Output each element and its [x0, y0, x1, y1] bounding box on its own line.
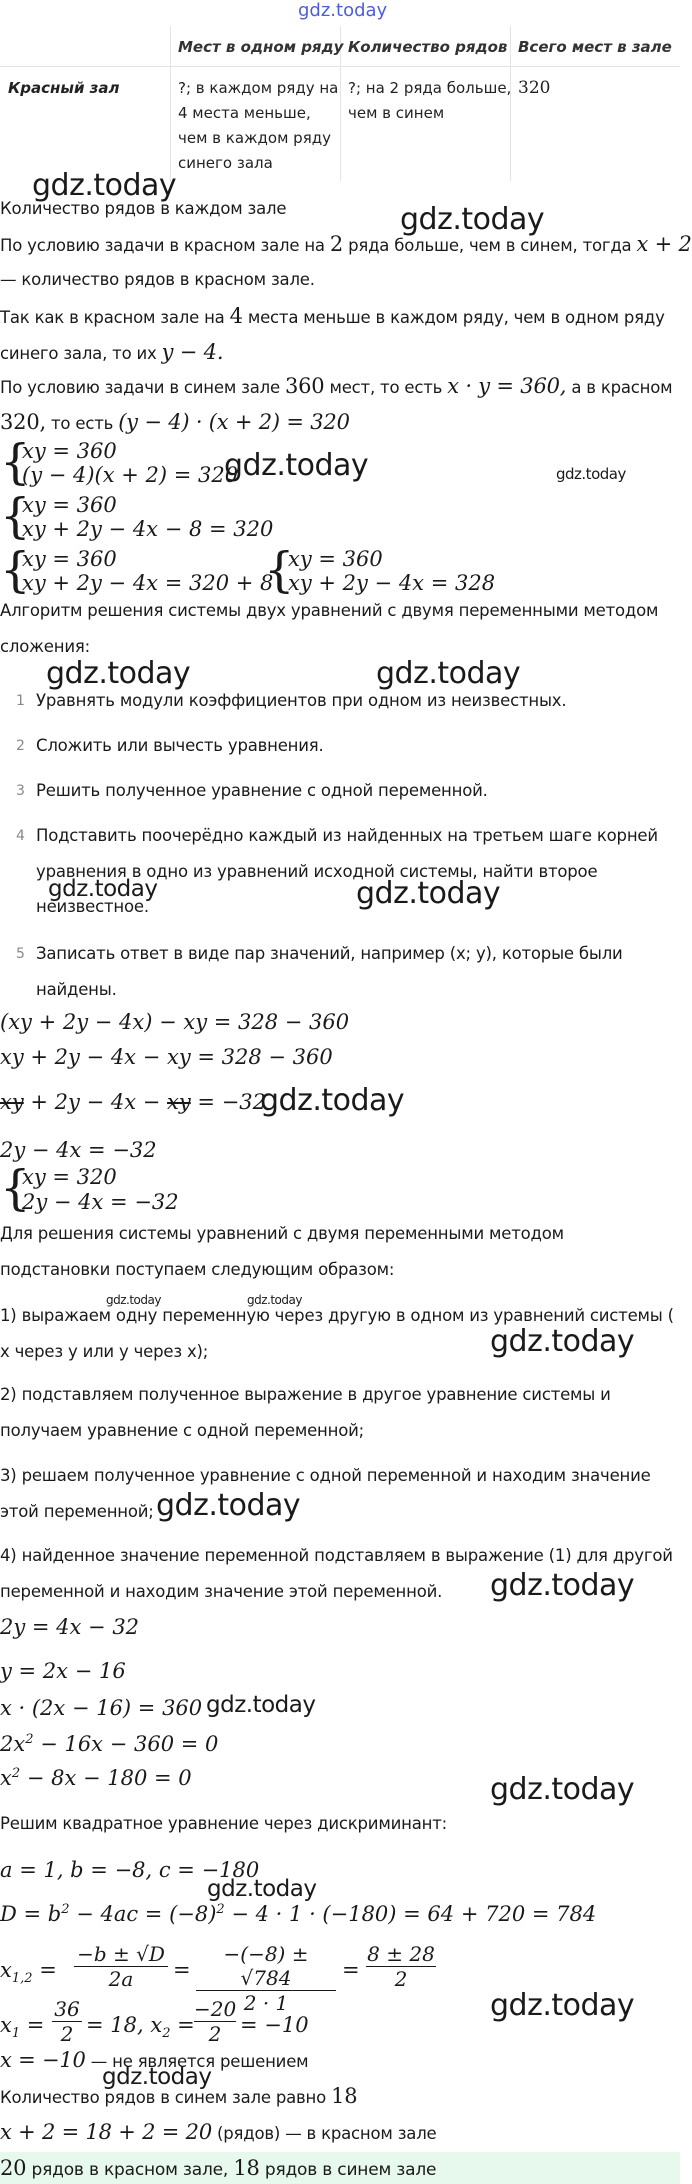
fraction: $\frac{36}{2}$	[52, 1997, 82, 2046]
paragraph: Решим квадратное уравнение через дискриминант:	[0, 1814, 447, 1833]
system-brace: {	[0, 1160, 31, 1216]
paragraph: x = −10 — не является решением	[0, 2048, 309, 2072]
equation: (y − 4)(x + 2) = 320	[22, 463, 239, 487]
watermark: gdz.today	[490, 1324, 635, 1359]
equation: x · (2x − 16) = 360	[0, 1696, 203, 1720]
equation: = 18, $x_2$ =	[86, 2013, 195, 2042]
watermark: gdz.today	[490, 1772, 635, 1807]
list-number: 4	[16, 828, 25, 844]
paragraph: По условию задачи в красном зале на 2 ряда больше, чем в синем, тогда x + 2	[0, 232, 692, 256]
paragraph: Алгоритм решения системы двух уравнений с двумя переменными методом	[0, 601, 659, 620]
paragraph: синего зала, то их y − 4.	[0, 340, 224, 364]
paragraph: переменной и находим значение этой переменной.	[0, 1582, 443, 1601]
paragraph: — количество рядов в красном зале.	[0, 270, 315, 289]
paragraph: Количество рядов в синем зале равно 18	[0, 2084, 358, 2108]
list-number: 1	[16, 693, 25, 709]
equation: a = 1, b = −8, c = −180	[0, 1858, 260, 1882]
list-item: Решить полученное уравнение с одной переменной.	[36, 781, 488, 800]
answer-highlight	[0, 2152, 680, 2184]
list-item: уравнения в одно из уравнений исходной системы, найти второе	[36, 862, 598, 881]
system-brace: {	[0, 434, 31, 490]
list-item: найдены.	[36, 980, 117, 999]
watermark: gdz.today	[48, 876, 158, 902]
watermark: gdz.today	[490, 1568, 635, 1603]
equation: xy + 2y − 4x = 328	[288, 571, 496, 595]
problem-table	[0, 26, 680, 181]
paragraph: подстановки поступаем следующим образом:	[0, 1260, 395, 1279]
paragraph: 320, то есть (y − 4) · (x + 2) = 320	[0, 410, 350, 434]
fraction: $\frac{-20}{2}$	[194, 1997, 237, 2046]
equation: xy = 360	[288, 547, 383, 571]
equation: xy = 360	[22, 439, 117, 463]
equation: 2y − 4x = −32	[22, 1190, 179, 1214]
watermark: gdz.today	[224, 448, 369, 483]
equation: = −10	[240, 2013, 309, 2037]
watermark: gdz.today	[206, 1692, 316, 1718]
fraction: $\frac{8 \pm 28}{2}$	[367, 1942, 435, 1991]
paragraph: Так как в красном зале на 4 места меньше в каждом ряду, чем в одном ряду	[0, 304, 665, 328]
watermark: gdz.today	[207, 1876, 317, 1902]
system-brace: {	[0, 542, 31, 598]
watermark: gdz.today	[32, 168, 177, 203]
equation: xy + 2y − 4x − xy = 328 − 360	[0, 1045, 333, 1069]
list-item: неизвестное.	[36, 897, 149, 916]
equation: y = 2x − 16	[0, 1659, 126, 1683]
list-number: 5	[16, 946, 25, 962]
watermark: gdz.today	[376, 656, 521, 691]
paragraph: По условию задачи в синем зале 360 мест, то есть x · y = 360, а в красном	[0, 374, 673, 398]
equation: xy = 360	[22, 493, 117, 517]
table-divider	[170, 26, 171, 181]
equation: xy = 320	[22, 1165, 117, 1189]
list-item: Записать ответ в виде пар значений, например (x; y), которые были	[36, 944, 623, 963]
watermark: gdz.today	[102, 2064, 212, 2090]
fraction: $\frac{-b \pm √D}{2a}$	[74, 1942, 168, 1991]
paragraph: этой переменной;	[0, 1502, 154, 1521]
watermark: gdz.today	[356, 876, 501, 911]
watermark: gdz.today	[556, 465, 626, 483]
equation: $2x^2 - 16x - 360 = 0$	[0, 1732, 219, 1756]
list-item: Подставить поочерёдно каждый из найденных на третьем шаге корней	[36, 826, 658, 845]
paragraph: 2) подставляем полученное выражение в другое уравнение системы и	[0, 1385, 611, 1404]
equation: $D = b^2 - 4ac = (-8)^2 - 4 \cdot 1 \cdot (-180) = 64 + 720 = 784$	[0, 1902, 597, 1926]
watermark: gdz.today	[490, 1988, 635, 2023]
equals-sign: =	[173, 1958, 191, 1982]
paragraph: 1) выражаем одну переменную через другую в одном из уравнений системы (	[0, 1306, 674, 1325]
paragraph: получаем уравнение с одной переменной;	[0, 1421, 365, 1440]
table-header-seats: Мест в одном ряду	[178, 38, 344, 56]
list-number: 2	[16, 738, 25, 754]
paragraph: 3) решаем полученное уравнение с одной переменной и находим значение	[0, 1466, 651, 1485]
equation: $x_1$ =	[0, 2013, 45, 2042]
equation: xy + 2y − 4x − 8 = 320	[22, 517, 274, 541]
watermark: gdz.today	[156, 1488, 301, 1523]
table-cell-total: 320	[518, 78, 551, 98]
paragraph: Количество рядов в каждом зале	[0, 199, 287, 218]
equals-sign: =	[342, 1958, 360, 1982]
equation: $x_{1,2}$ =	[0, 1958, 57, 1987]
paragraph: x + 2 = 18 + 2 = 20 (рядов) — в красном зале	[0, 2120, 437, 2144]
table-header-rows: Количество рядов	[348, 38, 508, 56]
equation: (xy + 2y − 4x) − xy = 328 − 360	[0, 1010, 350, 1034]
table-cell-seats: ?; в каждом ряду на 4 места меньше, чем в каждом ряду синего зала	[178, 79, 339, 172]
paragraph: Для решения системы уравнений с двумя переменными методом	[0, 1224, 564, 1243]
fraction: $\frac{-(-8) \pm √784}{2 \cdot 1}$	[196, 1942, 336, 2015]
table-header-total: Всего мест в зале	[518, 38, 672, 56]
table-row-label: Красный зал	[8, 79, 120, 97]
equation: 2y − 4x = −32	[0, 1138, 157, 1162]
equation: $x^2 - 8x - 180 = 0$	[0, 1766, 192, 1790]
watermark: gdz.today	[260, 1083, 405, 1118]
system-brace: {	[0, 488, 31, 544]
list-item: Уравнять модули коэффициентов при одном из неизвестных.	[36, 691, 567, 710]
equation: 2y = 4x − 32	[0, 1615, 140, 1639]
watermark: gdz.today	[106, 1293, 161, 1307]
list-item: Сложить или вычесть уравнения.	[36, 736, 324, 755]
paragraph: x через y или y через x);	[0, 1342, 209, 1361]
watermark: gdz.today	[247, 1293, 302, 1307]
equation: xy + 2y − 4x − xy = −32	[0, 1090, 267, 1114]
equation: xy = 360	[22, 547, 117, 571]
paragraph: 4) найденное значение переменной подставляем в выражение (1) для другой	[0, 1546, 673, 1565]
watermark: gdz.today	[400, 202, 545, 237]
table-cell-rows: ?; на 2 ряда больше, чем в синем	[348, 79, 512, 122]
list-number: 3	[16, 783, 25, 799]
system-brace: {	[264, 542, 295, 598]
site-logo: gdz.today	[298, 0, 388, 21]
paragraph: сложения:	[0, 637, 90, 656]
watermark: gdz.today	[46, 656, 191, 691]
answer-text: 20 рядов в красном зале, 18 рядов в синем зале	[0, 2156, 437, 2180]
equation: xy + 2y − 4x = 320 + 8	[22, 571, 274, 595]
